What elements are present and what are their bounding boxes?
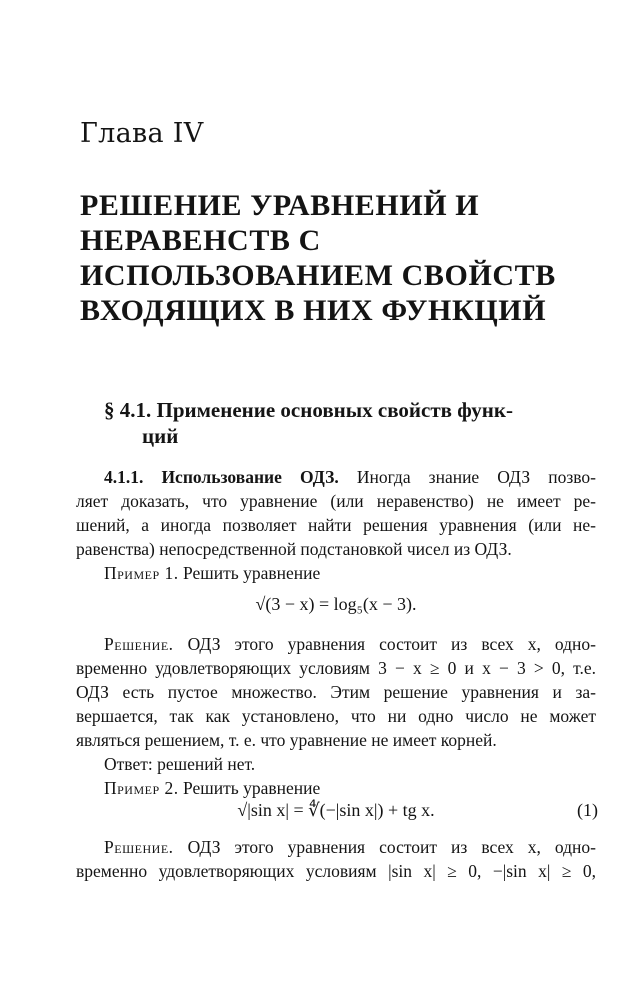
section-heading <box>104 397 624 449</box>
chapter-title-line: ИСПОЛЬЗОВАНИЕМ СВОЙСТВ <box>80 259 556 292</box>
example1-solution <box>76 632 596 800</box>
paragraph-line: временно удовлетворяющих условиям 3 − x ≥ 0 и x − 3 > 0, т.е. <box>76 658 596 678</box>
example2-solution <box>76 835 596 883</box>
paragraph-line <box>76 465 596 489</box>
subsection-paragraph <box>76 465 596 585</box>
paragraph-line: ляет доказать, что уравнение (или неравенство) не имеет ре- <box>76 491 596 511</box>
paragraph-line: временно удовлетворяющих условиям |sin x| ≥ 0, −|sin x| ≥ 0, <box>76 861 596 881</box>
solution-label: Решение. <box>104 634 174 654</box>
chapter-label: Глава IV <box>80 118 204 149</box>
example2-task: Решить уравнение <box>183 778 321 798</box>
paragraph-text: ОДЗ этого уравнения состоит из всех x, одно- <box>187 837 597 857</box>
example1-formula: √(3 − x) = log₅(x − 3). <box>255 594 417 614</box>
example1-heading <box>76 561 596 585</box>
example2-heading <box>76 776 596 800</box>
paragraph-line: ОДЗ есть пустое множество. Этим решение уравнения и за- <box>76 682 596 702</box>
paragraph-line: вершается, так как установлено, что ни одно число не может <box>76 706 596 726</box>
paragraph-line <box>76 835 596 859</box>
subsection-title: 4.1.1. Использование ОДЗ. <box>104 467 339 487</box>
chapter-title-line: НЕРАВЕНСТВ С <box>80 224 321 257</box>
example2-label: Пример 2. <box>104 778 179 798</box>
example1-task: Решить уравнение <box>183 563 321 583</box>
paragraph-text: Иногда знание ОДЗ позво- <box>356 467 596 487</box>
paragraph-line: равенства) непосредственной подстановкой чисел из ОДЗ. <box>76 539 512 559</box>
formula-number: (1) <box>577 800 598 820</box>
chapter-title-line: ВХОДЯЩИХ В НИХ ФУНКЦИЙ <box>80 294 547 327</box>
chapter-title-line: РЕШЕНИЕ УРАВНЕНИЙ И <box>80 189 480 222</box>
solution-label: Решение. <box>104 837 174 857</box>
section-heading-line: § 4.1. Применение основных свойств функ- <box>104 398 513 422</box>
paragraph-line <box>76 632 596 656</box>
answer-line: Ответ: решений нет. <box>104 754 256 774</box>
paragraph-line: являться решением, т. е. что уравнение не имеет корней. <box>76 730 497 750</box>
example2-formula: √|sin x| = ∜(−|sin x|) + tg x. <box>237 800 435 820</box>
paragraph-text: ОДЗ этого уравнения состоит из всех x, одно- <box>187 634 597 654</box>
paragraph-line: шений, а иногда позволяет найти решения уравнения (или не- <box>76 515 596 535</box>
section-heading-line: ций <box>142 424 179 448</box>
example1-label: Пример 1. <box>104 563 179 583</box>
chapter-title <box>80 188 620 328</box>
